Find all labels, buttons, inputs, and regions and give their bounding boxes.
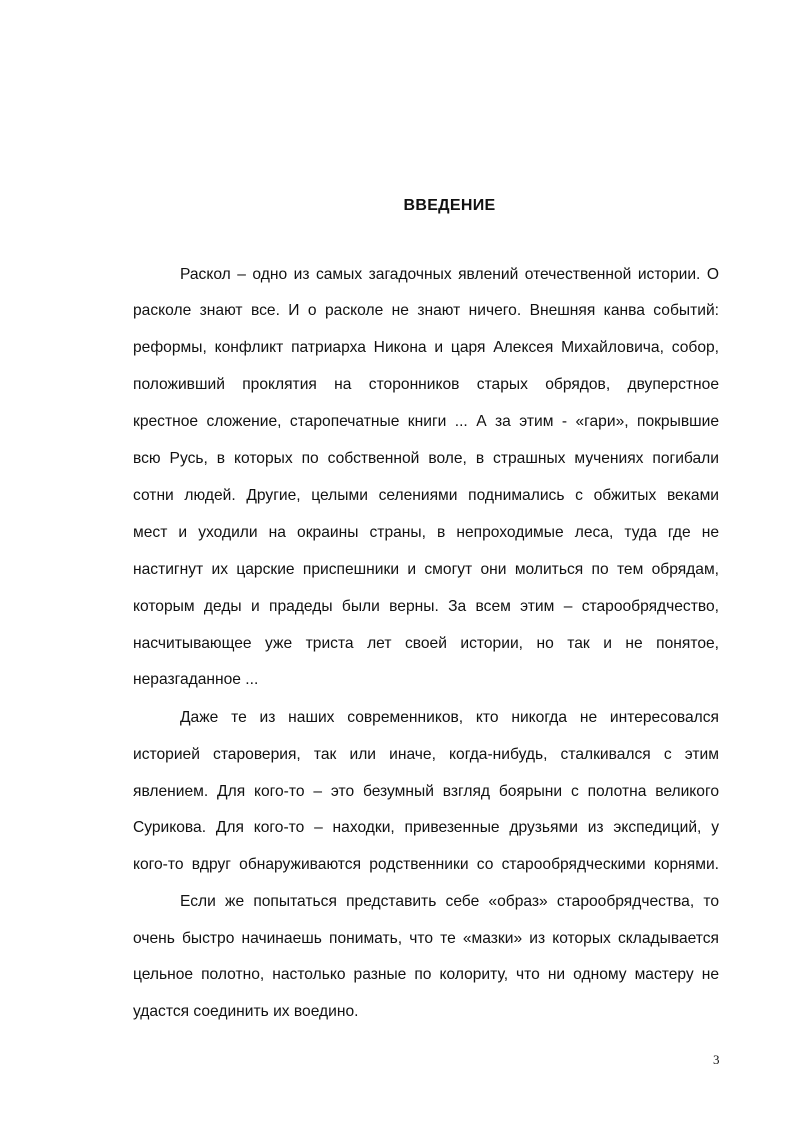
text-line: мест и уходили на окраины страны, в непроходимые леса, туда где не [133,524,719,541]
text-line: Раскол – одно из самых загадочных явлений отечественной истории. О [180,266,719,283]
text-line: Даже те из наших современников, кто никогда не интересовался [180,709,719,726]
text-line: всю Русь, в которых по собственной воле, в страшных мучениях погибали [133,450,719,467]
text-line: которым деды и прадеды были верны. За всем этим – старообрядчество, [133,598,719,615]
page-title: ВВЕДЕНИЕ [403,197,496,214]
text-line: неразгаданное ... [133,671,259,688]
text-line: явлением. Для кого-то – это безумный взгляд боярыни с полотна великого [133,783,719,800]
text-line: цельное полотно, настолько разные по колориту, что ни одному мастеру не [133,966,719,983]
text-line: положивший проклятия на сторонников старых обрядов, двуперстное [133,376,719,393]
text-line: крестное сложение, старопечатные книги ... А за этим - «гари», покрывшие [133,413,719,430]
text-line: расколе знают все. И о расколе не знают ничего. Внешняя канва событий: [133,302,719,319]
page-number: 3 [713,1052,720,1067]
text-line: кого-то вдруг обнаруживаются родственники со старообрядческими корнями. [133,856,719,873]
text-line: удастся соединить их воедино. [133,1003,359,1020]
text-line: Если же попытаться представить себе «образ» старообрядчества, то [180,893,719,910]
text-line: насчитывающее уже триста лет своей истории, но так и не понятое, [133,635,719,652]
text-line: сотни людей. Другие, целыми селениями поднимались с обжитых веками [133,487,719,504]
text-line: настигнут их царские приспешники и смогут они молиться по тем обрядам, [133,561,719,578]
text-line: очень быстро начинаешь понимать, что те «мазки» из которых складывается [133,930,719,947]
text-line: историей староверия, так или иначе, когда-нибудь, сталкивался с этим [133,746,719,763]
text-line: Сурикова. Для кого-то – находки, привезенные друзьями из экспедиций, у [133,819,719,836]
text-line: реформы, конфликт патриарха Никона и царя Алексея Михайловича, собор, [133,339,719,356]
